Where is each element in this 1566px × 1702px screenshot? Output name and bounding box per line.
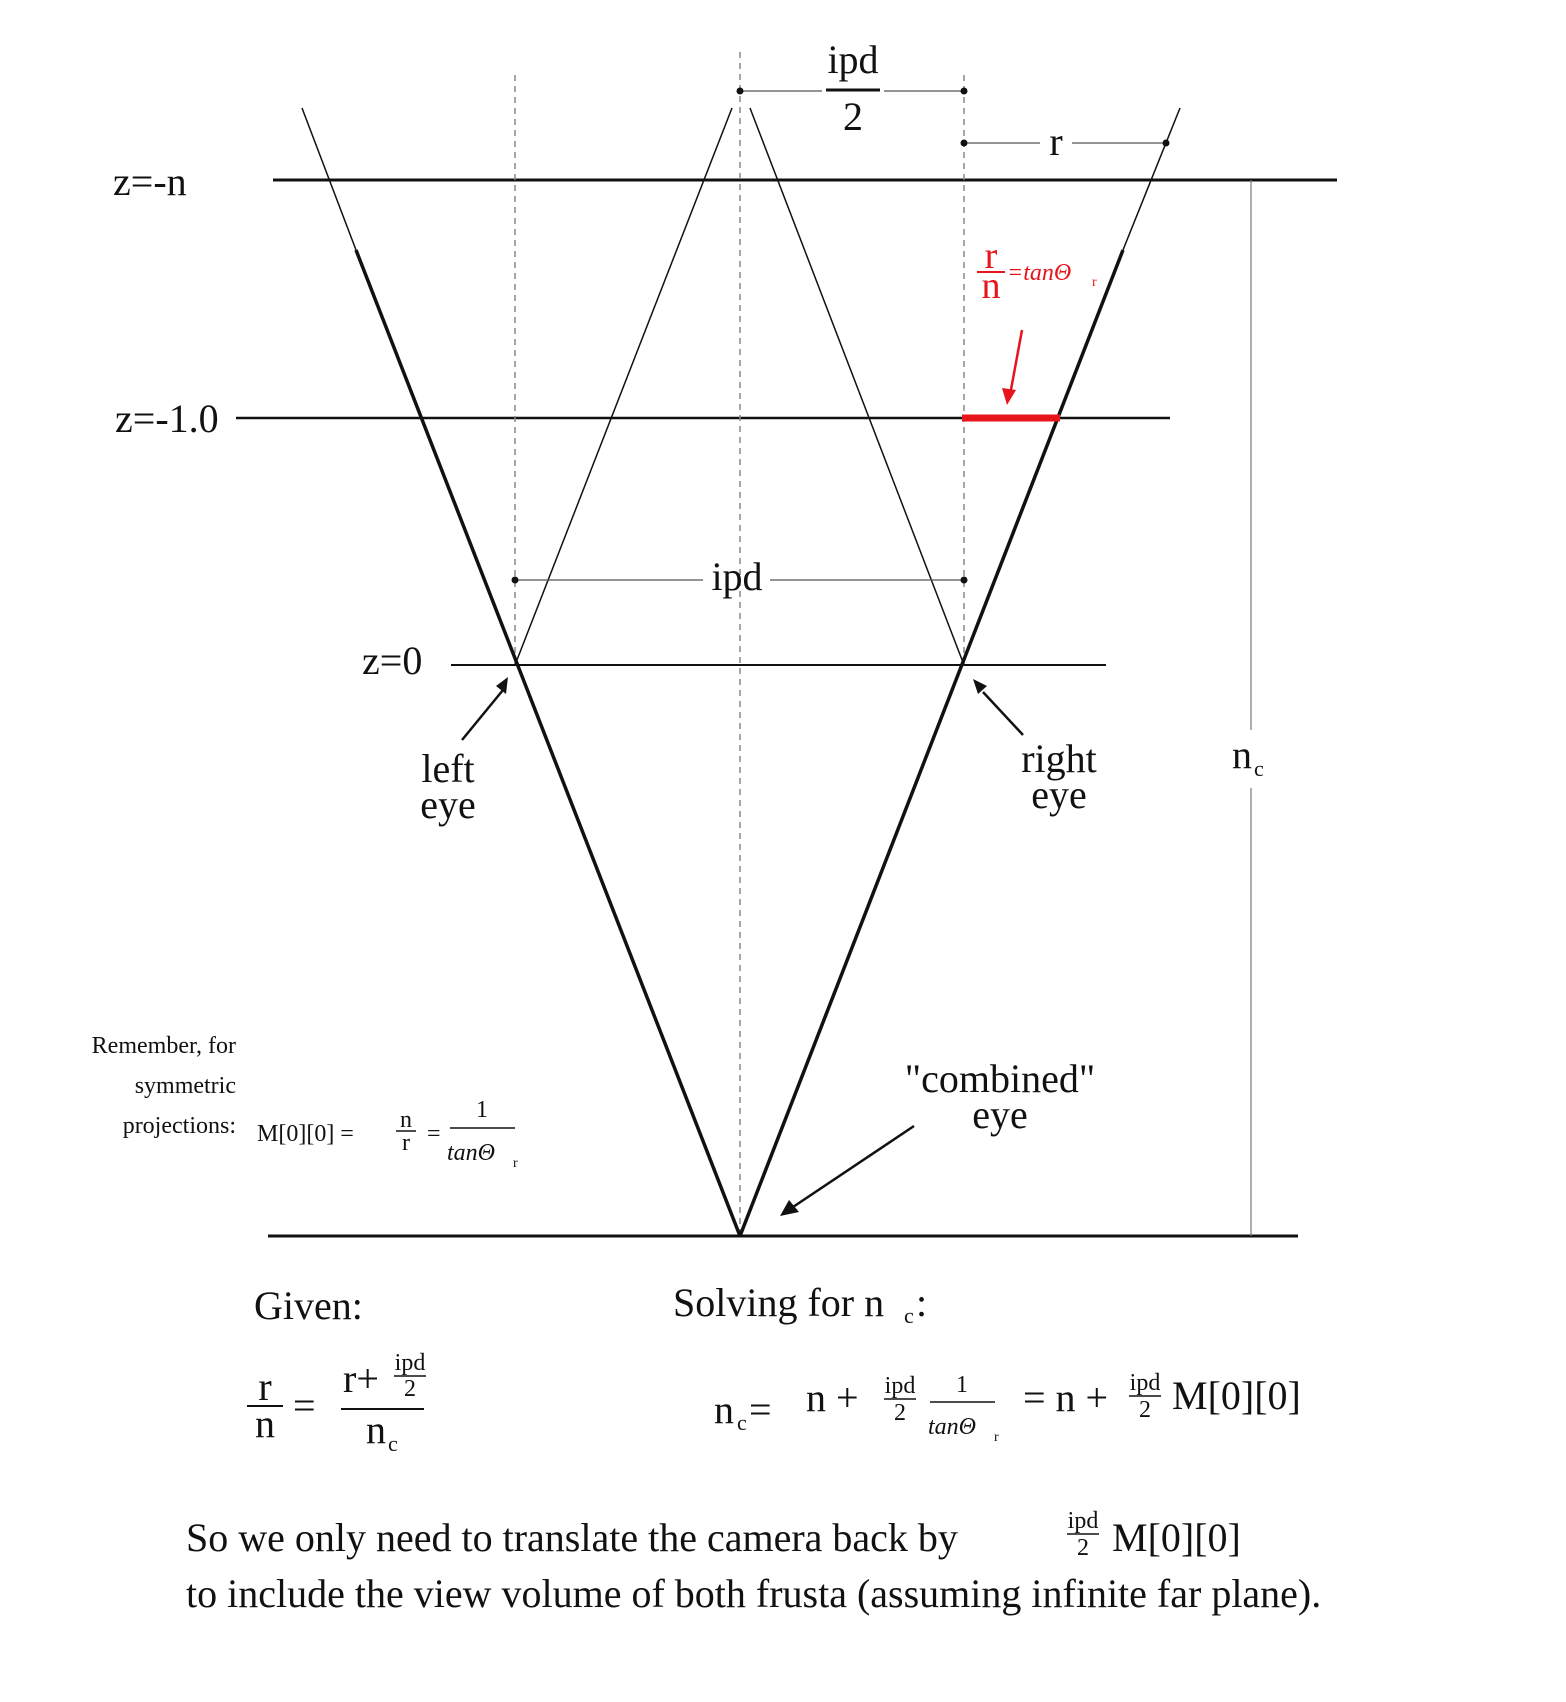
solving-lhs-sub: c bbox=[737, 1410, 747, 1435]
red-formula-den: n bbox=[981, 265, 1001, 307]
solving-title-colon: : bbox=[916, 1280, 928, 1325]
label-ipd: ipd bbox=[711, 554, 763, 599]
remember-line3: projections: bbox=[122, 1113, 236, 1139]
label-z-n: z=-n bbox=[113, 159, 187, 204]
solving-lhs: n bbox=[714, 1387, 734, 1432]
solving-eq2: = n + bbox=[1023, 1375, 1109, 1420]
given-rhs-den: n bbox=[366, 1407, 386, 1452]
label-z-1: z=-1.0 bbox=[115, 396, 219, 441]
conclusion-frac-num: ipd bbox=[1067, 1508, 1099, 1534]
solving-m00: M[0][0] bbox=[1172, 1373, 1301, 1418]
solving-lhs-eq: = bbox=[749, 1387, 772, 1432]
label-combined-eye-line1: "combined" bbox=[904, 1056, 1096, 1101]
conclusion-line2: to include the view volume of both frusta (assuming infinite far plane). bbox=[186, 1571, 1322, 1616]
solving-frac3-den: 2 bbox=[1139, 1397, 1151, 1423]
ipd-dot-right bbox=[961, 577, 968, 584]
ipd-half-dot-left bbox=[737, 88, 744, 95]
remember-line2: symmetric bbox=[134, 1073, 236, 1099]
right-frustum-inner-edge bbox=[750, 108, 964, 665]
given-title: Given: bbox=[254, 1283, 363, 1328]
label-ipd-half-den: 2 bbox=[843, 94, 863, 139]
solving-frac-num: ipd bbox=[884, 1373, 916, 1399]
ipd-dot-left bbox=[512, 577, 519, 584]
red-pointer-arrow-shaft bbox=[1010, 330, 1022, 395]
label-r: r bbox=[1049, 119, 1063, 164]
conclusion-frac-den: 2 bbox=[1077, 1535, 1089, 1561]
right-eye-arrowhead bbox=[973, 679, 987, 694]
r-dot-right bbox=[1163, 140, 1170, 147]
label-nc: n bbox=[1232, 732, 1252, 777]
ipd-half-dot-right bbox=[961, 88, 968, 95]
conclusion-m00: M[0][0] bbox=[1112, 1515, 1241, 1560]
red-pointer-arrowhead bbox=[1002, 388, 1016, 405]
given-lhs-num: r bbox=[258, 1364, 272, 1409]
solving-title: Solving for n bbox=[673, 1280, 885, 1325]
red-formula-num: r bbox=[984, 235, 998, 277]
remember-line1: Remember, for bbox=[91, 1033, 236, 1059]
solving-frac2-num: 1 bbox=[956, 1372, 968, 1398]
solving-frac3-num: ipd bbox=[1129, 1370, 1161, 1396]
label-ipd-half-num: ipd bbox=[827, 37, 879, 82]
combined-frustum-left-edge-thick bbox=[356, 250, 740, 1236]
remember-frac2-sub: r bbox=[513, 1156, 518, 1171]
remember-frac-num: n bbox=[400, 1107, 412, 1133]
label-z-0: z=0 bbox=[362, 638, 423, 683]
label-combined-eye-line2: eye bbox=[972, 1092, 1028, 1137]
solving-frac2-den: tanΘ bbox=[928, 1414, 976, 1440]
remember-frac2-num: 1 bbox=[476, 1097, 488, 1123]
remember-eq: = bbox=[427, 1121, 441, 1147]
red-formula-rhs: =tanΘ bbox=[1007, 260, 1072, 286]
given-rhs-num: r+ bbox=[343, 1356, 379, 1401]
right-eye-arrow-shaft bbox=[983, 692, 1023, 735]
given-lhs-den: n bbox=[255, 1401, 275, 1446]
remember-frac-den: r bbox=[402, 1130, 410, 1156]
remember-frac2-den: tanΘ bbox=[447, 1140, 495, 1166]
combined-eye-arrow-shaft bbox=[793, 1126, 914, 1207]
red-formula-sub: r bbox=[1092, 275, 1097, 290]
left-eye-arrow-shaft bbox=[462, 690, 503, 740]
given-rhs-frac-num: ipd bbox=[394, 1350, 426, 1376]
solving-title-sub: c bbox=[904, 1303, 914, 1328]
given-rhs-frac-den: 2 bbox=[404, 1376, 416, 1402]
label-left-eye-line2: eye bbox=[420, 782, 476, 827]
conclusion-line1: So we only need to translate the camera back by bbox=[186, 1515, 958, 1560]
remember-lhs: M[0][0] = bbox=[257, 1121, 354, 1147]
given-rhs-den-sub: c bbox=[388, 1431, 398, 1456]
combined-eye-arrowhead bbox=[780, 1200, 799, 1216]
given-eq: = bbox=[293, 1383, 316, 1428]
label-nc-sub: c bbox=[1254, 756, 1264, 781]
r-dot-left bbox=[961, 140, 968, 147]
label-right-eye-line2: eye bbox=[1031, 772, 1087, 817]
solving-frac2-sub: r bbox=[994, 1430, 999, 1445]
solving-n-plus: n + bbox=[806, 1375, 859, 1420]
label-right-eye-line1: right bbox=[1021, 736, 1097, 781]
left-frustum-inner-edge bbox=[515, 108, 732, 665]
solving-frac-den: 2 bbox=[894, 1400, 906, 1426]
label-left-eye-line1: left bbox=[421, 746, 475, 791]
